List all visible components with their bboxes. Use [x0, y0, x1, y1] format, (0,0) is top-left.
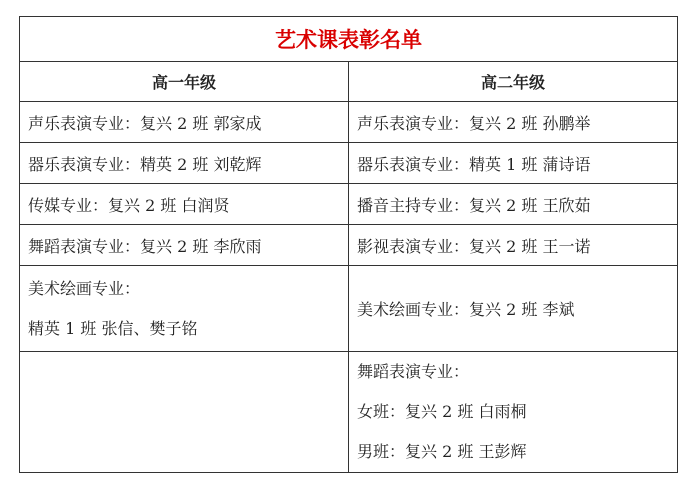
cell-line: 美术绘画专业：	[28, 278, 141, 298]
table-cell	[20, 266, 349, 352]
empty-cell	[20, 352, 349, 473]
table-row	[20, 225, 678, 266]
table-row	[20, 352, 678, 473]
title-row	[20, 17, 678, 62]
table-row	[20, 143, 678, 184]
table-cell: 声乐表演专业：复兴 2 班 孙鹏举	[349, 102, 678, 143]
award-table	[19, 16, 678, 473]
cell-line: 精英 1 班 张信、樊子铭	[28, 318, 198, 338]
table-cell: 器乐表演专业：精英 2 班 刘乾辉	[20, 143, 349, 184]
table-cell: 播音主持专业：复兴 2 班 王欣茹	[349, 184, 678, 225]
table-row	[20, 266, 678, 352]
table-title: 艺术课表彰名单	[20, 17, 678, 62]
table-cell: 美术绘画专业：复兴 2 班 李斌	[349, 266, 678, 352]
table-cell: 声乐表演专业：复兴 2 班 郭家成	[20, 102, 349, 143]
column-header-grade-1: 高一年级	[20, 62, 349, 102]
table-cell: 传媒专业：复兴 2 班 白润贤	[20, 184, 349, 225]
column-header-grade-2: 高二年级	[349, 62, 678, 102]
cell-line: 女班：复兴 2 班 白雨桐	[357, 402, 527, 421]
cell-line: 舞蹈表演专业：	[357, 362, 470, 381]
table-cell: 器乐表演专业：精英 1 班 蒲诗语	[349, 143, 678, 184]
cell-line: 男班：复兴 2 班 王彭辉	[357, 442, 527, 461]
table-cell	[349, 352, 678, 473]
table-row	[20, 184, 678, 225]
table-cell: 舞蹈表演专业：复兴 2 班 李欣雨	[20, 225, 349, 266]
table-row	[20, 102, 678, 143]
header-row	[20, 62, 678, 102]
table-cell: 影视表演专业：复兴 2 班 王一诺	[349, 225, 678, 266]
